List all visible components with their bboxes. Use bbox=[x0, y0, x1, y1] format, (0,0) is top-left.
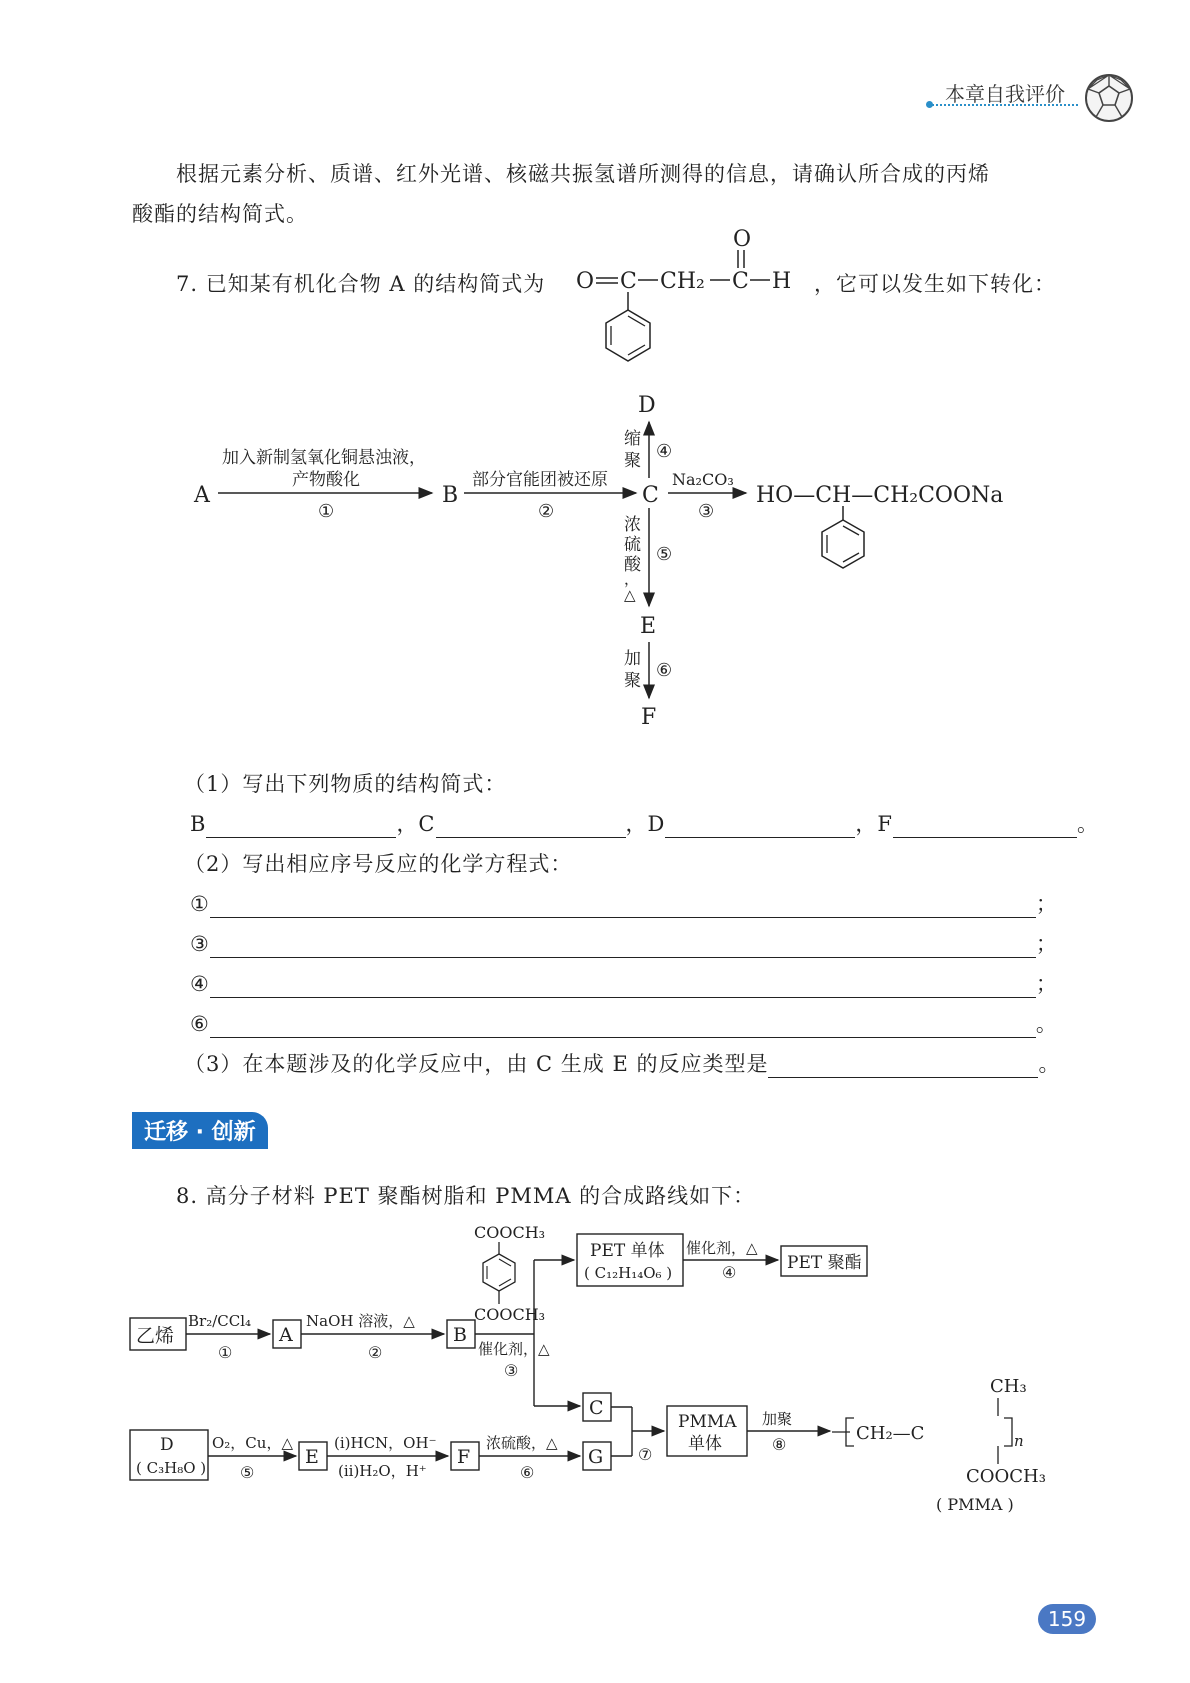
q7-sub3-end: 。 bbox=[1038, 1052, 1061, 1076]
q7-stem: 7. 已知某有机化合物 A 的结构简式为 bbox=[176, 272, 546, 296]
r4-number: ④ bbox=[656, 441, 673, 462]
equation-end: ； bbox=[1035, 892, 1058, 916]
node-ethylene: 乙烯 bbox=[136, 1325, 175, 1347]
q7-sub1-blanks bbox=[190, 808, 1099, 838]
equation-row bbox=[190, 928, 1058, 958]
answer-blank-b[interactable] bbox=[206, 817, 396, 838]
r5-label-1: 浓 bbox=[624, 515, 641, 535]
scheme-product: HO—CH—CH₂COONa bbox=[756, 483, 1004, 508]
r6-number: ⑥ bbox=[520, 1463, 535, 1482]
answer-blank-d[interactable] bbox=[665, 817, 855, 838]
q7-reaction-scheme bbox=[180, 390, 1060, 740]
dmt-bottom: COOCH₃ bbox=[474, 1305, 546, 1324]
pmma-label: ( PMMA ) bbox=[936, 1495, 1014, 1514]
q7-structure-a bbox=[574, 226, 814, 376]
q7-sub3-text: （3）在本题涉及的化学反应中，由 C 生成 E 的反应类型是 bbox=[184, 1052, 769, 1076]
answer-blank-f[interactable] bbox=[893, 817, 1077, 838]
pet-monomer-1: PET 单体 bbox=[590, 1241, 665, 1261]
equation-blank[interactable] bbox=[210, 1017, 1036, 1038]
poly-ch3: CH₃ bbox=[990, 1376, 1027, 1397]
equation-row bbox=[190, 1008, 1058, 1038]
node-e: E bbox=[305, 1446, 319, 1468]
r4-number: ④ bbox=[722, 1263, 737, 1282]
header-divider bbox=[928, 104, 1078, 106]
formula-h: H bbox=[772, 269, 792, 294]
answer-blank-reaction-type[interactable] bbox=[768, 1057, 1038, 1078]
label-f: ，F bbox=[855, 812, 893, 836]
fullerene-icon bbox=[1083, 72, 1135, 124]
scheme-node-c: C bbox=[642, 483, 659, 508]
r1-label-2: 产物酸化 bbox=[292, 470, 360, 490]
page-number: 159 bbox=[1038, 1604, 1096, 1634]
r6-label-1: 加 bbox=[624, 649, 641, 669]
q7-stem-tail: ，它可以发生如下转化： bbox=[814, 272, 1056, 296]
answer-blank-c[interactable] bbox=[436, 817, 626, 838]
equation-row bbox=[190, 888, 1058, 918]
r5-label-2: 硫 bbox=[624, 535, 641, 555]
formula-o: O bbox=[576, 269, 595, 294]
r5-label-5: △ bbox=[624, 586, 636, 604]
equation-end: ； bbox=[1035, 972, 1058, 996]
equation-blank[interactable] bbox=[210, 937, 1036, 958]
q7-sub3 bbox=[184, 1048, 1060, 1078]
node-d-2: ( C₃H₈O ) bbox=[136, 1459, 207, 1477]
pmma-monomer-2: 单体 bbox=[688, 1434, 722, 1454]
node-b: B bbox=[453, 1324, 467, 1346]
node-a: A bbox=[279, 1324, 293, 1346]
r3-number: ③ bbox=[504, 1361, 519, 1380]
dmt-top: COOCH₃ bbox=[474, 1223, 546, 1242]
r6-reagent-2: (ii)H₂O，H⁺ bbox=[338, 1462, 427, 1480]
equation-blank[interactable] bbox=[210, 897, 1036, 918]
r7-reagent: 浓硫酸，△ bbox=[486, 1434, 558, 1452]
r2-label: 部分官能团被还原 bbox=[472, 470, 608, 490]
r6-number: ⑥ bbox=[656, 660, 673, 681]
pet-polyester: PET 聚酯 bbox=[787, 1253, 862, 1273]
equation-end: 。 bbox=[1035, 1012, 1058, 1036]
r2-reagent: NaOH 溶液，△ bbox=[306, 1312, 415, 1330]
equation-number: ④ bbox=[190, 972, 210, 996]
equation-number: ③ bbox=[190, 932, 210, 956]
r5-number: ⑤ bbox=[656, 544, 673, 565]
r4-label-2: 聚 bbox=[624, 451, 641, 471]
r8-reagent: 加聚 bbox=[762, 1410, 793, 1428]
r3-number: ③ bbox=[698, 501, 715, 522]
formula-c2: C bbox=[732, 269, 749, 294]
q8-reaction-scheme bbox=[128, 1220, 1088, 1550]
node-g: G bbox=[588, 1446, 604, 1468]
scheme-node-f: F bbox=[641, 705, 657, 730]
poly-main: CH₂—C bbox=[856, 1423, 925, 1444]
r5-label-4: ， bbox=[624, 570, 640, 588]
header-dot bbox=[926, 101, 933, 108]
r1-reagent: Br₂/CCl₄ bbox=[188, 1312, 252, 1330]
r8-number: ⑧ bbox=[772, 1435, 787, 1454]
equation-row bbox=[190, 968, 1058, 998]
label-c: ，C bbox=[396, 812, 436, 836]
intro-line-2: 酸酯的结构简式。 bbox=[132, 202, 308, 226]
scheme-node-a: A bbox=[194, 483, 210, 508]
r2-number: ② bbox=[538, 501, 555, 522]
label-d: ，D bbox=[625, 812, 666, 836]
equation-number: ⑥ bbox=[190, 1012, 210, 1036]
section-tag: 迁移 · 创新 bbox=[132, 1112, 268, 1149]
intro-line-1: 根据元素分析、质谱、红外光谱、核磁共振氢谱所测得的信息，请确认所合成的丙烯 bbox=[176, 162, 990, 186]
r6-label-2: 聚 bbox=[624, 671, 641, 691]
r4-reagent: 催化剂，△ bbox=[686, 1239, 758, 1257]
q7-sub2: （2）写出相应序号反应的化学方程式： bbox=[184, 852, 573, 876]
equation-end: ； bbox=[1035, 932, 1058, 956]
node-d-1: D bbox=[160, 1435, 174, 1455]
r3-label: Na₂CO₃ bbox=[672, 470, 734, 489]
label-end: 。 bbox=[1076, 812, 1099, 836]
formula-ch2: CH₂ bbox=[660, 269, 705, 294]
header-title: 本章自我评价 bbox=[945, 82, 1065, 106]
label-b: B bbox=[190, 812, 207, 836]
r1-label-1: 加入新制氢氧化铜悬浊液， bbox=[222, 448, 426, 468]
r7-number: ⑦ bbox=[638, 1445, 653, 1464]
equation-number: ① bbox=[190, 892, 210, 916]
node-f: F bbox=[457, 1446, 471, 1468]
formula-o-top: O bbox=[733, 227, 752, 252]
q7-sub1: （1）写出下列物质的结构简式： bbox=[184, 772, 507, 796]
r4-label-1: 缩 bbox=[624, 429, 641, 449]
r5-reagent: O₂，Cu，△ bbox=[212, 1434, 293, 1452]
node-c: C bbox=[589, 1397, 604, 1419]
r5-number: ⑤ bbox=[240, 1463, 255, 1482]
scheme-node-e: E bbox=[640, 614, 657, 639]
r1-number: ① bbox=[318, 501, 335, 522]
r6-reagent-1: (i)HCN，OH⁻ bbox=[334, 1434, 437, 1452]
scheme-node-b: B bbox=[442, 483, 459, 508]
pet-monomer-2: ( C₁₂H₁₄O₆ ) bbox=[584, 1264, 673, 1282]
r3-reagent: 催化剂，△ bbox=[478, 1340, 550, 1358]
r2-number: ② bbox=[368, 1343, 383, 1362]
formula-c1: C bbox=[620, 269, 637, 294]
poly-cooch3: COOCH₃ bbox=[966, 1466, 1046, 1487]
q8-stem: 8. 高分子材料 PET 聚酯树脂和 PMMA 的合成路线如下： bbox=[176, 1184, 756, 1208]
poly-n: n bbox=[1014, 1432, 1024, 1450]
r5-label-3: 酸 bbox=[624, 555, 641, 575]
r1-number: ① bbox=[218, 1343, 233, 1362]
scheme-node-d: D bbox=[638, 393, 656, 418]
equation-blank[interactable] bbox=[210, 977, 1036, 998]
pmma-monomer-1: PMMA bbox=[678, 1412, 737, 1432]
